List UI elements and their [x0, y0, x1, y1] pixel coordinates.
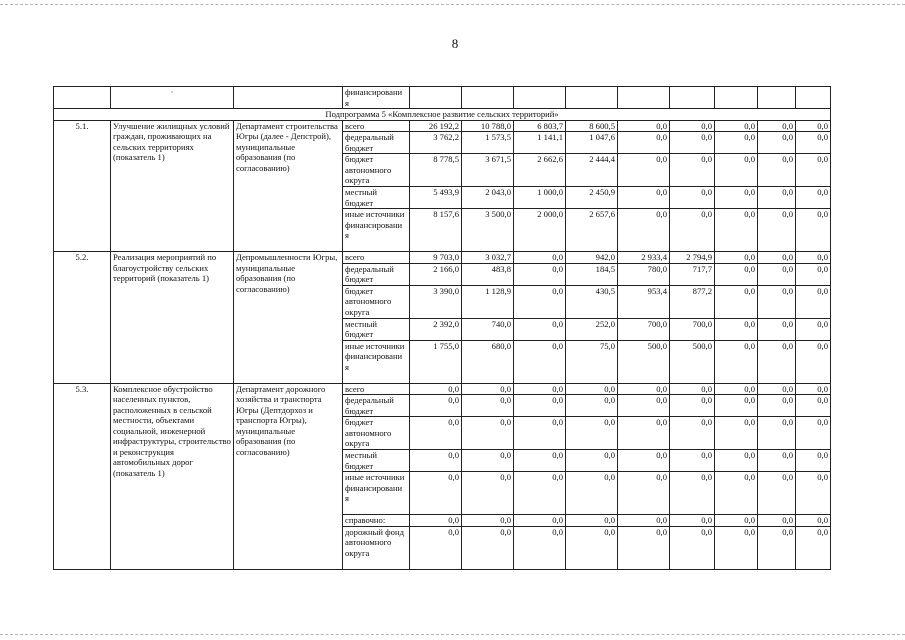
- amount-cell: 3 500,0: [462, 209, 514, 252]
- scan-edge-bottom: [0, 634, 905, 635]
- amount-cell: 0,0: [715, 285, 758, 318]
- amount-cell: 0,0: [758, 450, 796, 472]
- amount-cell: 0,0: [670, 209, 715, 252]
- amount-cell: 500,0: [670, 340, 715, 383]
- amount-cell: 0,0: [670, 132, 715, 154]
- amount-cell: 0,0: [796, 209, 831, 252]
- amount-cell: 0,0: [566, 450, 618, 472]
- amount-cell: 0,0: [462, 450, 514, 472]
- amount-cell: 0,0: [618, 515, 670, 527]
- amount-cell: 0,0: [715, 263, 758, 285]
- amount-cell: 0,0: [758, 472, 796, 515]
- amount-cell: 0,0: [618, 472, 670, 515]
- amount-cell: 0,0: [715, 154, 758, 187]
- amount-cell: 0,0: [758, 417, 796, 450]
- page-number: 8: [451, 36, 459, 51]
- financing-source: бюджет автономного округа: [343, 154, 410, 187]
- amount-cell: 0,0: [618, 154, 670, 187]
- amount-cell: 0,0: [796, 132, 831, 154]
- amount-cell: 0,0: [715, 340, 758, 383]
- amount-cell: 0,0: [758, 340, 796, 383]
- amount-cell: 0,0: [670, 383, 715, 395]
- amount-cell: 0,0: [670, 187, 715, 209]
- amount-cell: 942,0: [566, 252, 618, 264]
- amount-cell: 0,0: [758, 132, 796, 154]
- amount-cell: 0,0: [796, 395, 831, 417]
- amount-cell: 0,0: [514, 383, 566, 395]
- amount-cell: 0,0: [796, 120, 831, 132]
- cell-empty: [514, 87, 566, 109]
- cell-financing-tail: финансировани я: [343, 87, 410, 109]
- item-code: 5.1.: [54, 120, 111, 252]
- amount-cell: 0,0: [514, 472, 566, 515]
- cell-empty: [758, 87, 796, 109]
- amount-cell: 0,0: [758, 120, 796, 132]
- amount-cell: 500,0: [618, 340, 670, 383]
- subprogram-title: Подпрограмма 5 «Комплексное развитие сельских территорий»: [54, 109, 831, 121]
- amount-cell: 0,0: [514, 526, 566, 569]
- amount-cell: 0,0: [758, 187, 796, 209]
- amount-cell: 0,0: [514, 318, 566, 340]
- amount-cell: 1 128,9: [462, 285, 514, 318]
- amount-cell: 0,0: [796, 417, 831, 450]
- amount-cell: 8 157,6: [410, 209, 462, 252]
- item-executor: Депромышленности Югры, муниципальные образования (по согласованию): [234, 252, 343, 384]
- amount-cell: 0,0: [670, 154, 715, 187]
- amount-cell: 0,0: [410, 526, 462, 569]
- amount-cell: 0,0: [410, 395, 462, 417]
- financing-source: иные источники финансировани я: [343, 472, 410, 515]
- amount-cell: 0,0: [618, 526, 670, 569]
- amount-cell: 2 794,9: [670, 252, 715, 264]
- cell-empty: [410, 87, 462, 109]
- financing-source: бюджет автономного округа: [343, 285, 410, 318]
- financing-source: местный бюджет: [343, 450, 410, 472]
- item-name: Комплексное обустройство населенных пунктов, расположенных в сельской местности, объектами социальной, инженерной инфраструктуры, строительство и реконструкция автомобильных дорог (показатель 1): [111, 383, 234, 569]
- amount-cell: 26 192,2: [410, 120, 462, 132]
- financing-source: иные источники финансировани я: [343, 209, 410, 252]
- amount-cell: 0,0: [514, 285, 566, 318]
- amount-cell: 0,0: [796, 252, 831, 264]
- amount-cell: 0,0: [758, 263, 796, 285]
- amount-cell: 0,0: [618, 209, 670, 252]
- amount-cell: 1 573,5: [462, 132, 514, 154]
- amount-cell: 0,0: [410, 472, 462, 515]
- financing-source: местный бюджет: [343, 187, 410, 209]
- amount-cell: 3 762,2: [410, 132, 462, 154]
- amount-cell: 0,0: [796, 263, 831, 285]
- amount-cell: 877,2: [670, 285, 715, 318]
- amount-cell: 5 493,9: [410, 187, 462, 209]
- amount-cell: 0,0: [514, 252, 566, 264]
- amount-cell: 0,0: [715, 120, 758, 132]
- amount-cell: 700,0: [618, 318, 670, 340]
- financing-source: всего: [343, 383, 410, 395]
- amount-cell: 0,0: [758, 209, 796, 252]
- item-code: 5.3.: [54, 383, 111, 569]
- amount-cell: 0,0: [618, 383, 670, 395]
- amount-cell: 184,5: [566, 263, 618, 285]
- table-row: [54, 120, 831, 132]
- amount-cell: 0,0: [715, 132, 758, 154]
- item-code: 5.2.: [54, 252, 111, 384]
- amount-cell: 0,0: [410, 383, 462, 395]
- amount-cell: 0,0: [796, 515, 831, 527]
- cell-empty: [566, 87, 618, 109]
- amount-cell: 9 703,0: [410, 252, 462, 264]
- amount-cell: 252,0: [566, 318, 618, 340]
- amount-cell: 2 662,6: [514, 154, 566, 187]
- amount-cell: 3 390,0: [410, 285, 462, 318]
- amount-cell: 717,7: [670, 263, 715, 285]
- cell-empty: [796, 87, 831, 109]
- amount-cell: 0,0: [670, 526, 715, 569]
- amount-cell: 0,0: [796, 340, 831, 383]
- amount-cell: 0,0: [796, 187, 831, 209]
- amount-cell: 0,0: [715, 417, 758, 450]
- amount-cell: 680,0: [462, 340, 514, 383]
- amount-cell: 0,0: [796, 318, 831, 340]
- financing-source: всего: [343, 120, 410, 132]
- amount-cell: 0,0: [758, 526, 796, 569]
- table-row: [54, 383, 831, 395]
- amount-cell: 0,0: [796, 383, 831, 395]
- amount-cell: 0,0: [715, 472, 758, 515]
- amount-cell: 0,0: [758, 383, 796, 395]
- subprogram-row: [54, 109, 831, 121]
- amount-cell: 0,0: [715, 515, 758, 527]
- amount-cell: 0,0: [514, 417, 566, 450]
- amount-cell: 0,0: [715, 383, 758, 395]
- cell-empty: [670, 87, 715, 109]
- item-name: Реализация мероприятий по благоустройству сельских территорий (показатель 1): [111, 252, 234, 384]
- amount-cell: 0,0: [462, 515, 514, 527]
- amount-cell: 0,0: [410, 417, 462, 450]
- table-row: [54, 252, 831, 264]
- financing-source: федеральный бюджет: [343, 263, 410, 285]
- financing-source: местный бюджет: [343, 318, 410, 340]
- amount-cell: 430,5: [566, 285, 618, 318]
- amount-cell: 0,0: [715, 252, 758, 264]
- amount-cell: 0,0: [758, 395, 796, 417]
- amount-cell: 0,0: [462, 417, 514, 450]
- amount-cell: 2 933,4: [618, 252, 670, 264]
- amount-cell: 0,0: [410, 450, 462, 472]
- amount-cell: 0,0: [796, 450, 831, 472]
- table-body: [54, 87, 831, 570]
- table-row-top: [54, 87, 831, 109]
- financing-source: всего: [343, 252, 410, 264]
- cell-dot: ·: [111, 87, 234, 109]
- amount-cell: 10 788,0: [462, 120, 514, 132]
- cell-empty: [715, 87, 758, 109]
- amount-cell: 0,0: [796, 472, 831, 515]
- financing-source: дорожный фонд автономного округа: [343, 526, 410, 569]
- amount-cell: 0,0: [566, 472, 618, 515]
- amount-cell: 1 000,0: [514, 187, 566, 209]
- amount-cell: 0,0: [715, 318, 758, 340]
- financing-source: федеральный бюджет: [343, 132, 410, 154]
- cell-empty: [618, 87, 670, 109]
- amount-cell: 0,0: [514, 515, 566, 527]
- amount-cell: 0,0: [758, 154, 796, 187]
- item-name: Улучшение жилищных условий граждан, проживающих на сельских территориях (показатель 1): [111, 120, 234, 252]
- amount-cell: 8 600,5: [566, 120, 618, 132]
- amount-cell: 0,0: [715, 209, 758, 252]
- amount-cell: 0,0: [462, 395, 514, 417]
- amount-cell: 0,0: [796, 285, 831, 318]
- amount-cell: 0,0: [462, 526, 514, 569]
- amount-cell: 0,0: [715, 395, 758, 417]
- scan-edge-top: [0, 4, 905, 5]
- amount-cell: 2 392,0: [410, 318, 462, 340]
- amount-cell: 0,0: [462, 472, 514, 515]
- amount-cell: 740,0: [462, 318, 514, 340]
- amount-cell: 0,0: [758, 252, 796, 264]
- amount-cell: 780,0: [618, 263, 670, 285]
- financing-source: иные источники финансировани я: [343, 340, 410, 383]
- amount-cell: 2 166,0: [410, 263, 462, 285]
- amount-cell: 0,0: [514, 450, 566, 472]
- amount-cell: 0,0: [796, 526, 831, 569]
- amount-cell: 0,0: [670, 395, 715, 417]
- item-executor: Департамент дорожного хозяйства и транспорта Югры (Дептдорхоз и транспорта Югры), муниципальные образования (по согласованию): [234, 383, 343, 569]
- financing-source: федеральный бюджет: [343, 395, 410, 417]
- amount-cell: 0,0: [410, 515, 462, 527]
- amount-cell: 8 778,5: [410, 154, 462, 187]
- amount-cell: 3 671,5: [462, 154, 514, 187]
- amount-cell: 3 032,7: [462, 252, 514, 264]
- amount-cell: 0,0: [566, 395, 618, 417]
- amount-cell: 0,0: [566, 383, 618, 395]
- amount-cell: 0,0: [514, 263, 566, 285]
- amount-cell: 483,8: [462, 263, 514, 285]
- amount-cell: 1 047,6: [566, 132, 618, 154]
- cell-empty: [54, 87, 111, 109]
- amount-cell: 0,0: [566, 417, 618, 450]
- amount-cell: 0,0: [670, 120, 715, 132]
- amount-cell: 0,0: [566, 515, 618, 527]
- amount-cell: 0,0: [462, 383, 514, 395]
- financing-source: справочно:: [343, 515, 410, 527]
- cell-empty: [462, 87, 514, 109]
- amount-cell: 0,0: [670, 515, 715, 527]
- amount-cell: 0,0: [618, 120, 670, 132]
- amount-cell: 0,0: [670, 417, 715, 450]
- amount-cell: 0,0: [796, 154, 831, 187]
- amount-cell: 0,0: [618, 450, 670, 472]
- amount-cell: 0,0: [758, 285, 796, 318]
- amount-cell: 0,0: [670, 472, 715, 515]
- amount-cell: 0,0: [715, 450, 758, 472]
- amount-cell: 0,0: [670, 450, 715, 472]
- amount-cell: 0,0: [566, 526, 618, 569]
- amount-cell: 6 803,7: [514, 120, 566, 132]
- amount-cell: 0,0: [618, 132, 670, 154]
- amount-cell: 0,0: [618, 417, 670, 450]
- amount-cell: 2 450,9: [566, 187, 618, 209]
- amount-cell: 0,0: [514, 340, 566, 383]
- amount-cell: 1 755,0: [410, 340, 462, 383]
- amount-cell: 0,0: [758, 515, 796, 527]
- amount-cell: 0,0: [618, 395, 670, 417]
- amount-cell: 700,0: [670, 318, 715, 340]
- amount-cell: 75,0: [566, 340, 618, 383]
- amount-cell: 0,0: [618, 187, 670, 209]
- amount-cell: 953,4: [618, 285, 670, 318]
- amount-cell: 2 043,0: [462, 187, 514, 209]
- financing-table: [53, 86, 831, 570]
- amount-cell: 1 141,1: [514, 132, 566, 154]
- amount-cell: 2 444,4: [566, 154, 618, 187]
- amount-cell: 2 000,0: [514, 209, 566, 252]
- item-executor: Департамент строительства Югры (далее - Депстрой), муниципальные образования (по согласованию): [234, 120, 343, 252]
- amount-cell: 0,0: [514, 395, 566, 417]
- amount-cell: 0,0: [715, 526, 758, 569]
- amount-cell: 0,0: [715, 187, 758, 209]
- amount-cell: 2 657,6: [566, 209, 618, 252]
- cell-empty: [234, 87, 343, 109]
- financing-source: бюджет автономного округа: [343, 417, 410, 450]
- amount-cell: 0,0: [758, 318, 796, 340]
